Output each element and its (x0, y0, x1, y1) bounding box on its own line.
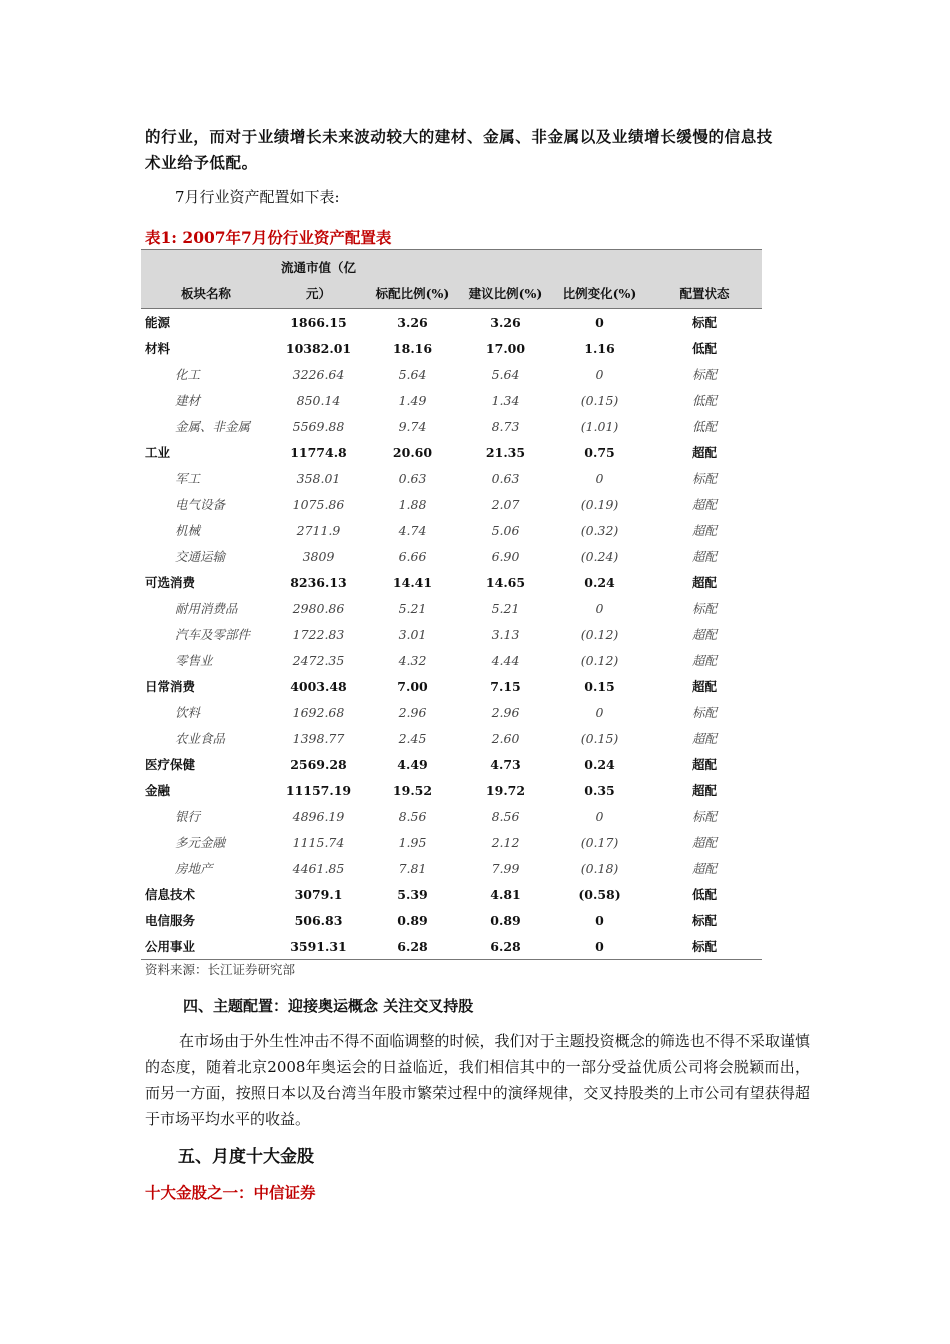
row-std: 5.64 (398, 366, 427, 382)
table-row (141, 491, 762, 517)
row-cap: 1075.86 (292, 496, 345, 512)
table-body (141, 309, 762, 960)
row-std: 3.26 (397, 314, 428, 330)
row-chg: (0.12) (580, 626, 619, 642)
row-sug: 19.72 (485, 782, 526, 798)
row-sug: 2.96 (491, 704, 520, 720)
row-status: 超配 (691, 679, 717, 694)
row-cap: 2711.9 (296, 522, 341, 538)
row-name: 金融 (145, 783, 171, 798)
header-cap-line2: 元） (305, 286, 331, 301)
row-name: 机械 (175, 523, 201, 538)
header-cap (271, 250, 366, 309)
row-status: 标配 (691, 601, 717, 616)
row-chg: (0.15) (580, 392, 619, 408)
row-cap: 2472.35 (292, 652, 345, 668)
row-name: 耐用消费品 (175, 601, 238, 616)
row-sug: 1.34 (491, 392, 520, 408)
table-row (141, 803, 762, 829)
row-name: 日常消费 (145, 679, 196, 694)
row-name: 工业 (145, 445, 171, 460)
row-cap: 1866.15 (290, 314, 347, 330)
row-sug: 6.90 (491, 548, 520, 564)
row-cap: 1398.77 (292, 730, 345, 746)
table-row (141, 699, 762, 725)
row-cap: 1692.68 (292, 704, 345, 720)
table-row (141, 595, 762, 621)
row-status: 超配 (691, 835, 717, 850)
row-std: 7.81 (398, 860, 427, 876)
row-std: 2.96 (398, 704, 427, 720)
table-row (141, 335, 762, 361)
row-sug: 8.56 (491, 808, 520, 824)
row-chg: 0.24 (584, 756, 615, 772)
row-sug: 5.06 (491, 522, 520, 538)
header-status: 配置状态 (647, 250, 762, 309)
row-name: 能源 (145, 315, 171, 330)
row-status: 标配 (691, 913, 717, 928)
row-status: 超配 (691, 497, 717, 512)
row-name: 零售业 (175, 653, 213, 668)
table-row (141, 309, 762, 336)
row-status: 超配 (691, 731, 717, 746)
row-sug: 17.00 (485, 340, 526, 356)
row-sug: 0.89 (490, 912, 521, 928)
row-std: 7.00 (397, 678, 428, 694)
row-std: 5.39 (397, 886, 428, 902)
row-std: 1.49 (398, 392, 427, 408)
table-header-row (141, 250, 762, 309)
row-name: 饮料 (175, 705, 201, 720)
row-status: 低配 (691, 887, 717, 902)
row-sug: 4.73 (490, 756, 521, 772)
row-cap: 10382.01 (285, 340, 352, 356)
row-cap: 8236.13 (290, 574, 347, 590)
table-row (141, 907, 762, 933)
row-name: 军工 (175, 471, 201, 486)
row-cap: 1115.74 (292, 834, 345, 850)
row-sug: 5.21 (491, 600, 520, 616)
row-status: 超配 (691, 445, 717, 460)
table-row (141, 465, 762, 491)
row-std: 9.74 (398, 418, 427, 434)
row-std: 4.74 (398, 522, 427, 538)
table-row (141, 751, 762, 777)
row-chg: 0 (595, 808, 604, 824)
row-status: 超配 (691, 783, 717, 798)
row-name: 公用事业 (141, 933, 271, 960)
row-chg: (1.01) (580, 418, 619, 434)
table-title: 表1: 2007年7月份行业资产配置表 (145, 228, 392, 247)
row-sug: 2.12 (491, 834, 520, 850)
row-chg: (0.58) (578, 886, 621, 902)
row-status: 超配 (691, 575, 717, 590)
header-sug: 建议比例(%) (459, 250, 552, 309)
row-std: 2.45 (398, 730, 427, 746)
row-name: 农业食品 (175, 731, 226, 746)
section5-title: 五、月度十大金股 (178, 1147, 314, 1167)
table-row (141, 933, 762, 960)
header-std: 标配比例(%) (366, 250, 459, 309)
row-cap: 4896.19 (292, 808, 345, 824)
row-chg: (0.18) (580, 860, 619, 876)
row-chg: 0 (595, 600, 604, 616)
row-cap: 506.83 (294, 912, 343, 928)
row-name: 材料 (145, 341, 171, 356)
row-sug: 6.28 (459, 933, 552, 960)
table-row (141, 621, 762, 647)
row-sug: 8.73 (491, 418, 520, 434)
row-chg: 1.16 (584, 340, 615, 356)
row-status: 超配 (691, 523, 717, 538)
header-chg: 比例变化(%) (552, 250, 647, 309)
row-cap: 3591.31 (271, 933, 366, 960)
row-cap: 3079.1 (294, 886, 343, 902)
table-row (141, 829, 762, 855)
row-sug: 3.26 (490, 314, 521, 330)
row-std: 19.52 (392, 782, 433, 798)
table-row (141, 439, 762, 465)
intro-paragraph (145, 124, 810, 176)
header-cap-line1: 流通市值（亿 (280, 260, 356, 275)
row-chg: (0.17) (580, 834, 619, 850)
row-std: 14.41 (392, 574, 433, 590)
row-status: 低配 (691, 419, 717, 434)
row-chg: 0 (595, 704, 604, 720)
row-name: 建材 (175, 393, 201, 408)
row-status: 低配 (691, 393, 717, 408)
table-row (141, 855, 762, 881)
table-row (141, 725, 762, 751)
row-name: 电气设备 (175, 497, 226, 512)
section4-title: 四、主题配置：迎接奥运概念 关注交叉持股 (183, 997, 474, 1015)
row-chg: 0 (595, 314, 604, 330)
row-sug: 2.60 (491, 730, 520, 746)
table-row (141, 777, 762, 803)
row-cap: 3226.64 (292, 366, 345, 382)
row-sug: 4.81 (490, 886, 521, 902)
row-chg: 0.35 (584, 782, 615, 798)
row-chg: 0 (595, 470, 604, 486)
row-chg: 0 (552, 933, 647, 960)
row-status: 标配 (691, 367, 717, 382)
table-row (141, 673, 762, 699)
section4-text: 在市场由于外生性冲击不得不面临调整的时候，我们对于主题投资概念的筛选也不得不采取谨慎的态度，随着北京2008年奥运会的日益临近，我们相信其中的一部分受益优质公司将会脱颖而出，而另一方面，按照日本以及台湾当年股市繁荣过程中的演绎规律，交叉持股类的上市公司有望获得超于市场平均水平的收益。 (145, 1032, 810, 1128)
row-name: 电信服务 (145, 913, 196, 928)
row-sug: 0.63 (491, 470, 520, 486)
intro-line-2: 术业给予低配。 (145, 153, 258, 172)
row-status: 标配 (691, 809, 717, 824)
table-row (141, 387, 762, 413)
row-sug: 4.44 (491, 652, 520, 668)
row-chg: 0.75 (584, 444, 615, 460)
row-status: 超配 (691, 627, 717, 642)
row-chg: (0.32) (580, 522, 619, 538)
row-status: 低配 (691, 341, 717, 356)
row-name: 交通运输 (175, 549, 226, 564)
row-std: 4.32 (398, 652, 427, 668)
row-cap: 5569.88 (292, 418, 345, 434)
row-std: 0.89 (397, 912, 428, 928)
intro-line-1: 的行业，而对于业绩增长未来波动较大的建材、金属、非金属以及业绩增长缓慢的信息技 (145, 127, 773, 146)
row-std: 4.49 (397, 756, 428, 772)
row-cap: 3809 (302, 548, 335, 564)
row-sug: 14.65 (485, 574, 526, 590)
row-std: 6.28 (366, 933, 459, 960)
row-chg: 0.15 (584, 678, 615, 694)
row-chg: (0.24) (580, 548, 619, 564)
row-chg: (0.19) (580, 496, 619, 512)
row-chg: 0 (595, 912, 604, 928)
row-name: 银行 (175, 809, 201, 824)
row-std: 20.60 (392, 444, 433, 460)
row-cap: 4461.85 (292, 860, 345, 876)
row-std: 1.88 (398, 496, 427, 512)
row-cap: 850.14 (296, 392, 341, 408)
row-sug: 7.15 (490, 678, 521, 694)
row-cap: 11157.19 (285, 782, 352, 798)
row-std: 18.16 (392, 340, 433, 356)
row-name: 多元金融 (175, 835, 226, 850)
table-row (141, 543, 762, 569)
row-status: 标配 (691, 315, 717, 330)
source-note: 资料来源：长江证券研究部 (145, 962, 296, 977)
row-std: 8.56 (398, 808, 427, 824)
row-sug: 2.07 (491, 496, 520, 512)
row-cap: 11774.8 (290, 444, 347, 460)
row-name: 可选消费 (145, 575, 196, 590)
table-row (141, 361, 762, 387)
row-cap: 4003.48 (290, 678, 347, 694)
header-name: 板块名称 (141, 250, 271, 309)
row-status: 超配 (691, 757, 717, 772)
row-name: 金属、非金属 (175, 419, 251, 434)
row-cap: 1722.83 (292, 626, 345, 642)
row-name: 房地产 (175, 861, 213, 876)
row-status: 标配 (691, 705, 717, 720)
row-name: 化工 (175, 367, 201, 382)
table-row (141, 413, 762, 439)
row-sug: 3.13 (491, 626, 520, 642)
row-status: 标配 (691, 471, 717, 486)
allocation-table (141, 249, 762, 960)
row-std: 6.66 (398, 548, 427, 564)
row-status: 标配 (647, 933, 762, 960)
table-row (141, 647, 762, 673)
row-cap: 358.01 (296, 470, 341, 486)
row-chg: 0 (595, 366, 604, 382)
row-status: 超配 (691, 861, 717, 876)
row-name: 医疗保健 (145, 757, 196, 772)
row-chg: (0.12) (580, 652, 619, 668)
table-row (141, 881, 762, 907)
stock-title: 十大金股之一：中信证券 (145, 1183, 316, 1202)
row-status: 超配 (691, 653, 717, 668)
row-chg: (0.15) (580, 730, 619, 746)
table-row (141, 517, 762, 543)
row-std: 0.63 (398, 470, 427, 486)
row-cap: 2569.28 (290, 756, 347, 772)
section4-paragraph (145, 1028, 810, 1132)
row-cap: 2980.86 (292, 600, 345, 616)
row-sug: 7.99 (491, 860, 520, 876)
row-std: 1.95 (398, 834, 427, 850)
row-chg: 0.24 (584, 574, 615, 590)
row-name: 信息技术 (145, 887, 196, 902)
row-std: 3.01 (398, 626, 427, 642)
table-row (141, 569, 762, 595)
row-std: 5.21 (398, 600, 427, 616)
row-name: 汽车及零部件 (175, 627, 251, 642)
table-intro: 7月行业资产配置如下表: (175, 188, 340, 206)
row-sug: 5.64 (491, 366, 520, 382)
row-sug: 21.35 (485, 444, 526, 460)
row-status: 超配 (691, 549, 717, 564)
